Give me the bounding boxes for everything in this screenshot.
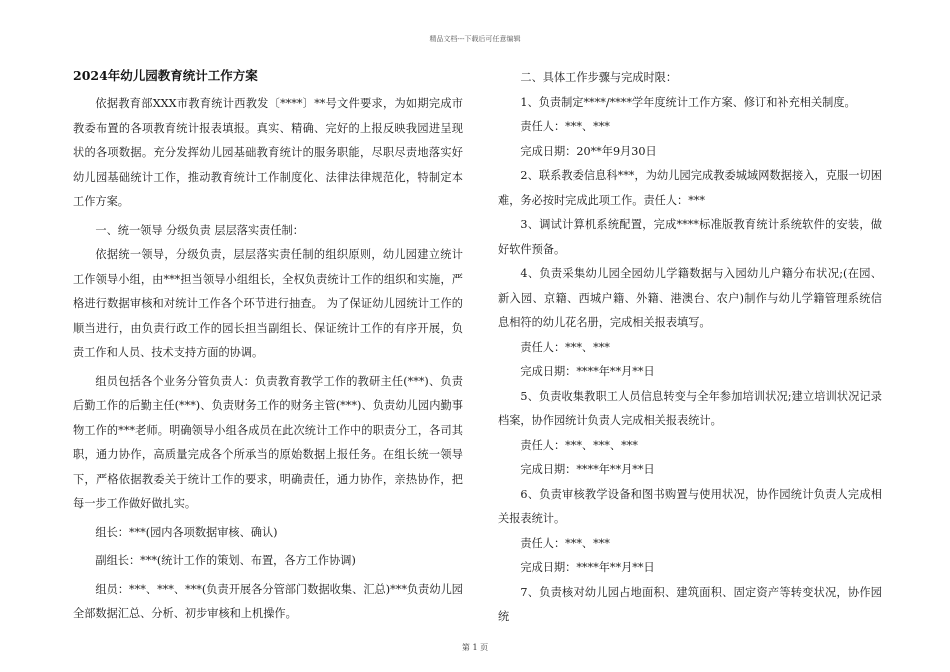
leadership-paragraph: 依据统一领导，分级负责，层层落实责任制的组织原则，幼儿园建立统计工作领导小组，由***担当领导小组组长，全权负责统计工作的组织和实施，严格进行数据审核和对统计工作各个环节进行抽查。 为了保证幼儿园统计工作的顺当进行，由负责行政工作的园长担当副组长、保证统计工作的有序开展，负责工作和人员、技术支持方面的协调。 [73, 248, 463, 359]
deadline-5: 完成日期：****年**月**日 [520, 463, 655, 476]
responsible-1: 责任人：***、*** [520, 120, 610, 133]
step-5: 5、负责收集教职工人员信息转变与全年参加培训状况;建立培训状况记录档案，协作园统计负责人完成相关报表统计。 [498, 389, 882, 427]
deadline-4: 完成日期：****年**月**日 [520, 365, 655, 378]
step-2: 2、联系教委信息科***，为幼儿园完成教委城域网数据接入，克服一切困难，务必按时完成此项工作。责任人：*** [498, 169, 882, 207]
step-7: 7、负责核对幼儿园占地面积、建筑面积、固定资产等转变状况，协作园统 [498, 585, 882, 623]
step-6: 6、负责审核教学设备和图书购置与使用状况，协作园统计负责人完成相关报表统计。 [498, 487, 882, 525]
responsible-5: 责任人：***、***、*** [520, 438, 638, 452]
page-header: 精品文档---下载后可任意编辑 [429, 35, 521, 43]
member-line: 组员：***、***、***(负责开展各分管部门数据收集、汇总)***负责幼儿园全部数据汇总、分析、初步审核和上机操作。 [73, 582, 463, 620]
members-paragraph: 组员包括各个业务分管负责人：负责教育教学工作的教研主任(***)、负责后勤工作的后勤主任(***)、负责财务工作的财务主管(***)、负责幼儿园内勤事物工作的***老师。明确领导小组各成员在此次统计工作中的职责分工，各司其职，通力协作，高质量完成各个所承当的原始数据上报任务。在组长统一领导下，严格依据教委关于统计工作的要求，明确责任，通力协作，亲热协作，把每一步工作做好做扎实。 [73, 374, 463, 510]
section-heading-2: 二、具体工作步骤与完成时限： [520, 71, 678, 84]
intro-paragraph: 依据教育部XXX市教育统计西教发〔****〕**号文件要求，为如期完成市教委布置的各项教育统计报表填报。真实、精确、完好的上报反映我园进呈现状的各项数据。充分发挥幼儿园基础教育统计的服务职能，尽职尽责地落实好幼儿园基础统计工作，推动教育统计工作制度化、法律法律规范化，特制定本工作方案。 [73, 97, 463, 208]
responsible-4: 责任人：***、*** [520, 340, 610, 354]
leader-line: 组长：***(园内各项数据审核、确认) [95, 525, 278, 539]
step-4: 4、负责采集幼儿园全园幼儿学籍数据与入园幼儿户籍分布状况;(在园、新入园、京籍、西城户籍、外籍、港澳台、农户)制作与幼儿学籍管理系统信息相符的幼儿花名册，完成相关报表填写。 [498, 267, 882, 329]
deadline-6: 完成日期：****年**月**日 [520, 561, 655, 574]
responsible-6: 责任人：***、*** [520, 536, 610, 550]
page-number: 第 1 页 [461, 643, 489, 652]
step-1: 1、负责制定****/****学年度统计工作方案、修订和补充相关制度。 [520, 95, 856, 109]
right-column [498, 66, 882, 630]
document-title: 2024年幼儿园教育统计工作方案 [73, 68, 258, 83]
section-heading-1: 一、统一领导 分级负责 层层落实责任制： [95, 223, 304, 237]
step-3: 3、调试计算机系统配置，完成****标准版教育统计系统软件的安装，做好软件预备。 [498, 218, 882, 256]
deadline-1: 完成日期：20**年9月30日 [520, 144, 657, 158]
left-column [73, 66, 463, 627]
deputy-leader-line: 副组长：***(统计工作的策划、布置，各方工作协调) [95, 554, 356, 567]
